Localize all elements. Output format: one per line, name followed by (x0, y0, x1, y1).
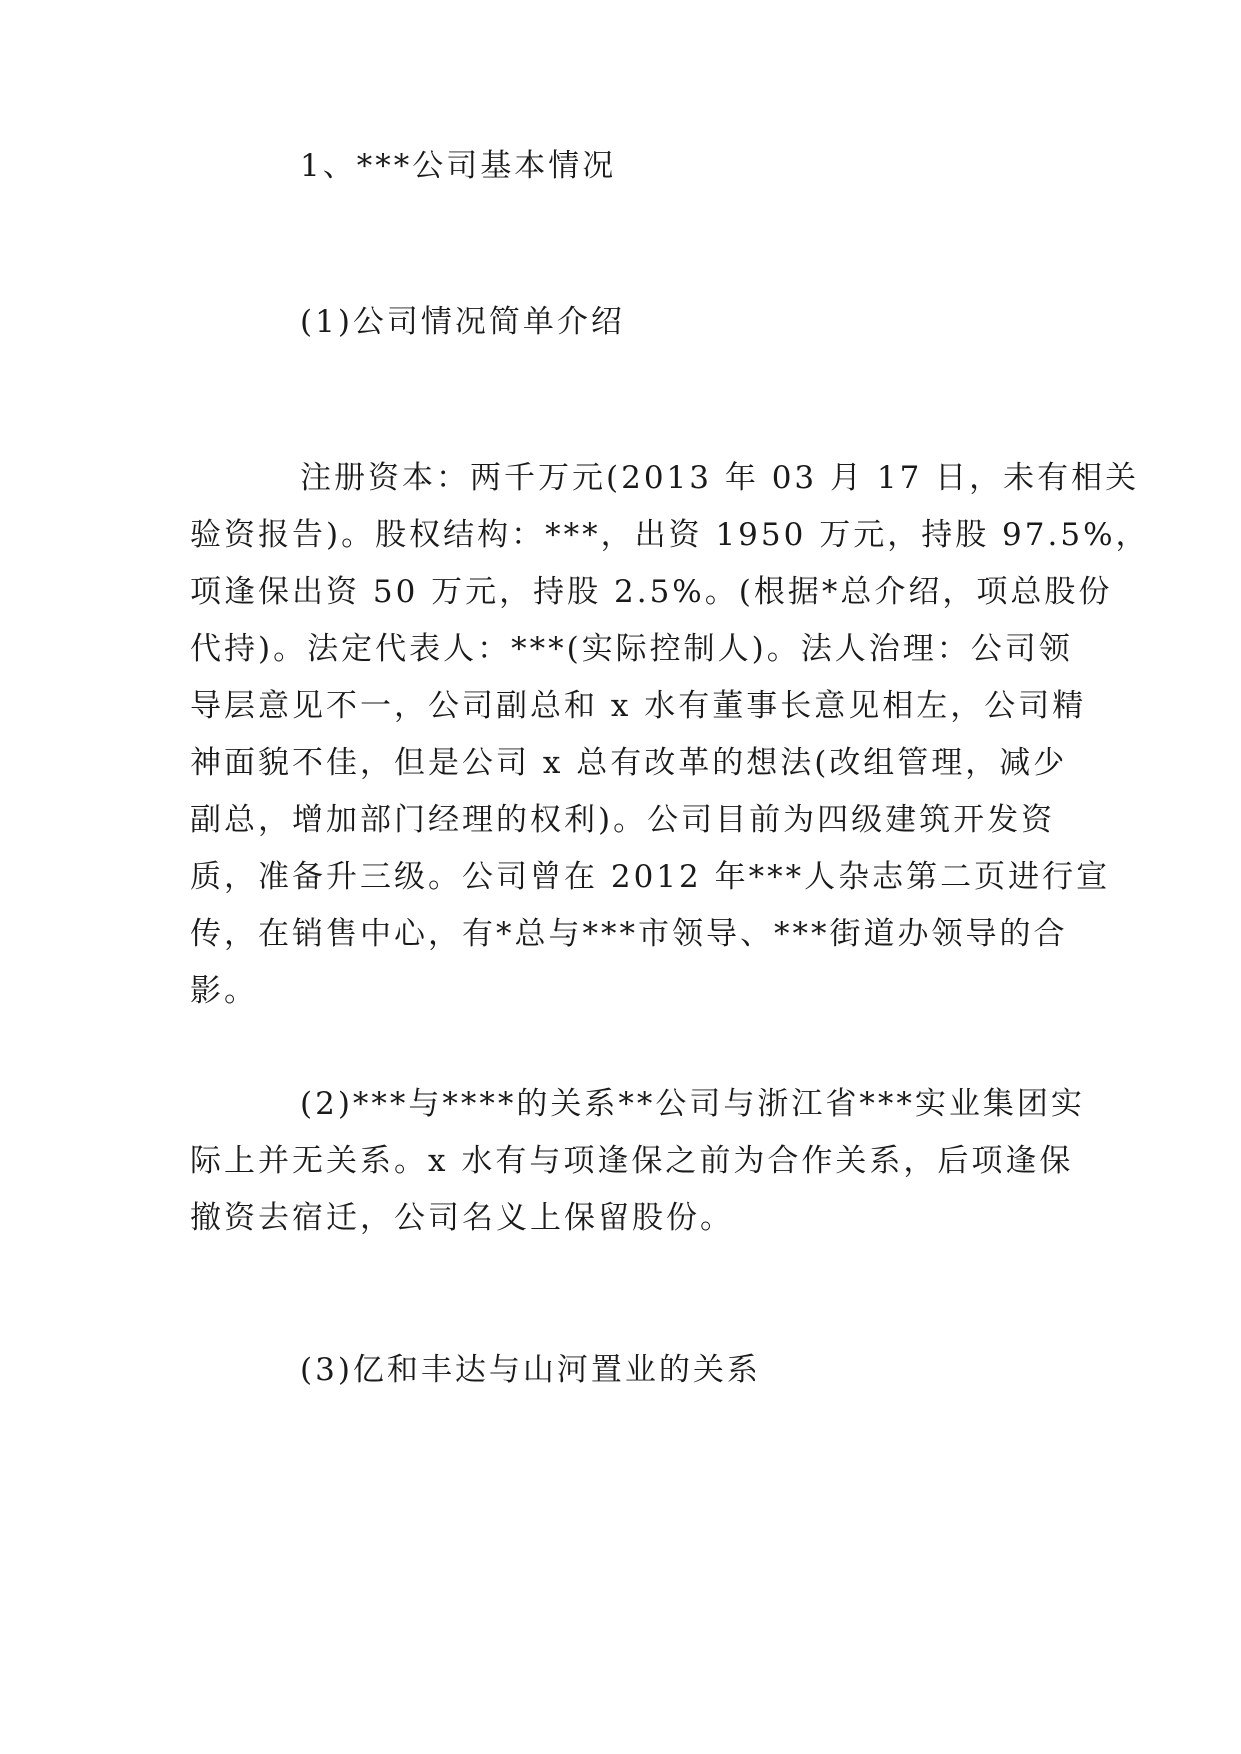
paragraph-line: 神面貌不佳，但是公司 x 总有改革的想法(改组管理，减少 (190, 745, 1068, 781)
section-heading: 1、***公司基本情况 (300, 148, 617, 184)
subsection-heading-3: (3)亿和丰达与山河置业的关系 (300, 1352, 761, 1388)
paragraph-line: 验资报告)。股权结构：***，出资 1950 万元，持股 97.5%， (190, 517, 1150, 553)
paragraph-line: 副总，增加部门经理的权利)。公司目前为四级建筑开发资 (190, 802, 1056, 838)
paragraph-line: 影。 (190, 973, 258, 1009)
paragraph-line: 传，在销售中心，有*总与***市领导、***街道办领导的合 (190, 916, 1068, 952)
paragraph-line: 注册资本：两千万元(2013 年 03 月 17 日，未有相关 (300, 460, 1140, 496)
subsection-heading-1: (1)公司情况简单介绍 (300, 304, 625, 340)
paragraph-relationship (190, 1076, 1085, 1247)
paragraph-company-intro (190, 450, 1150, 1020)
paragraph-line: 撤资去宿迁，公司名义上保留股份。 (190, 1200, 734, 1236)
paragraph-line: 质，准备升三级。公司曾在 2012 年***人杂志第二页进行宣 (190, 859, 1111, 895)
paragraph-line: 代持)。法定代表人：***(实际控制人)。法人治理：公司领 (190, 631, 1073, 667)
paragraph-line: (2)***与****的关系**公司与浙江省***实业集团实 (300, 1086, 1085, 1122)
paragraph-line: 项逢保出资 50 万元，持股 2.5%。(根据*总介绍，项总股份 (190, 574, 1113, 610)
paragraph-line: 导层意见不一，公司副总和 x 水有董事长意见相左，公司精 (190, 688, 1087, 724)
paragraph-line: 际上并无关系。x 水有与项逢保之前为合作关系，后项逢保 (190, 1143, 1074, 1179)
